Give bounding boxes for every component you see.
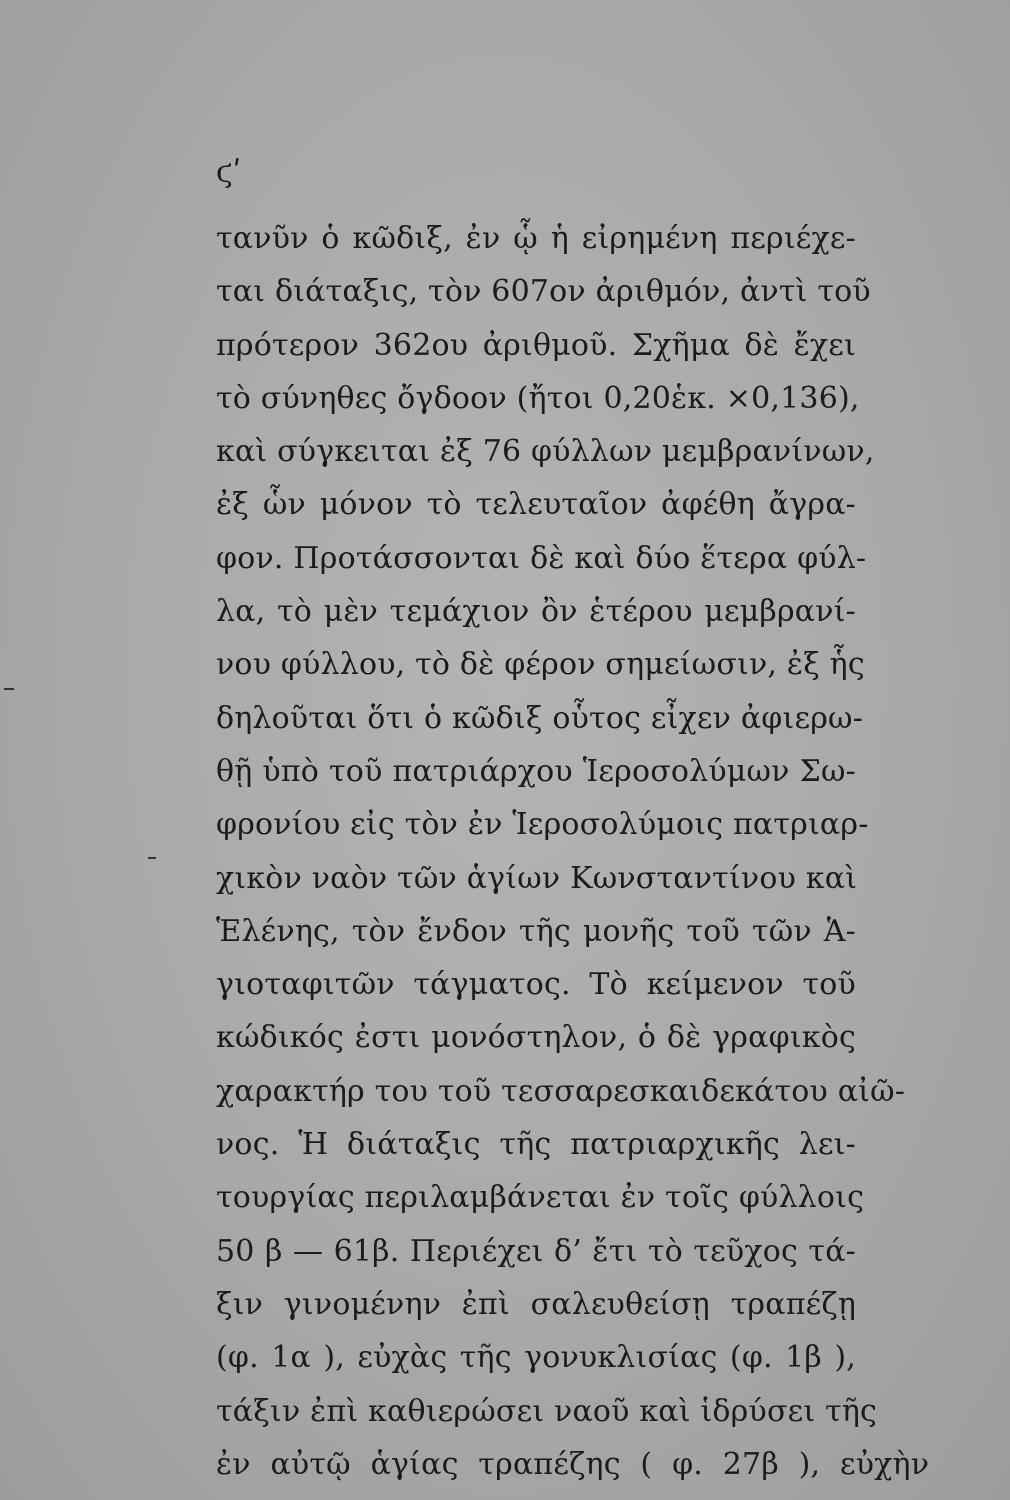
text-line: κώδικός ἐστι μονόστηλον, ὁ δὲ γραφικὸς [216, 1020, 856, 1056]
text-line: 50 β — 61β. Περιέχει δ’ ἔτι τὸ τεῦχος τά- [216, 1233, 856, 1269]
text-line: Ἑλένης, τὸν ἔνδον τῆς μονῆς τοῦ τῶν Ἁ- [216, 913, 856, 949]
text-line: (φ. 1α ), εὐχὰς τῆς γονυκλισίας (φ. 1β ), [216, 1340, 856, 1376]
text-line: φον. Προτάσσονται δὲ καὶ δύο ἕτερα φύλ- [216, 540, 867, 576]
text-line: τάξιν ἐπὶ καθιερώσει ναοῦ καὶ ἱδρύσει τῆς [216, 1393, 878, 1429]
edge-mark [4, 688, 14, 690]
page-number: ϛʹ [216, 155, 242, 190]
edge-mark [148, 857, 156, 859]
body-text [216, 212, 930, 1491]
text-line: χαρακτήρ του τοῦ τεσσαρεσκαιδεκάτου αἰῶ- [216, 1073, 906, 1109]
text-line: ἐξ ὧν μόνον τὸ τελευταῖον ἀφέθη ἄγρα- [216, 487, 856, 523]
text-line: θῇ ὑπὸ τοῦ πατριάρχου Ἱεροσολύμων Σω- [216, 753, 856, 789]
text-line: καὶ σύγκειται ἐξ 76 φύλλων μεμβρανίνων, [216, 434, 875, 470]
text-line: πρότερον 362ου ἀριθμοῦ. Σχῆμα δὲ ἔχει [216, 327, 856, 363]
text-line: νου φύλλου, τὸ δὲ φέρον σημείωσιν, ἐξ ἧς [216, 647, 865, 683]
text-line: χικὸν ναὸν τῶν ἁγίων Κωνσταντίνου καὶ [216, 860, 858, 896]
text-line: τὸ σύνηθες ὄγδοον (ἤτοι 0,20ἑκ. ×0,136), [216, 380, 860, 416]
text-line: τουργίας περιλαμβάνεται ἐν τοῖς φύλλοις [216, 1180, 865, 1216]
text-line: λα, τὸ μὲν τεμάχιον ὂν ἑτέρου μεμβρανί- [216, 594, 856, 630]
text-line: ξιν γινομένην ἐπὶ σαλευθείσῃ τραπέζῃ [216, 1286, 856, 1322]
text-line: δηλοῦται ὅτι ὁ κῶδιξ οὗτος εἶχεν ἀφιερω- [216, 700, 864, 736]
text-line: γιοταφιτῶν τάγματος. Τὸ κείμενον τοῦ [216, 967, 856, 1003]
text-line: νος. Ἡ διάταξις τῆς πατριαρχικῆς λει- [216, 1127, 856, 1163]
text-line: φρονίου εἰς τὸν ἐν Ἱεροσολύμοις πατριαρ- [216, 807, 869, 843]
text-line: ται διάταξις, τὸν 607ον ἀριθμόν, ἀντὶ τοῦ [216, 274, 871, 310]
text-line: τανῦν ὁ κῶδιξ, ἐν ᾧ ἡ εἰρημένη περιέχε- [216, 221, 856, 256]
text-line: ἐν αὐτῷ ἁγίας τραπέζης ( φ. 27β ), εὐχὴν [216, 1446, 930, 1482]
